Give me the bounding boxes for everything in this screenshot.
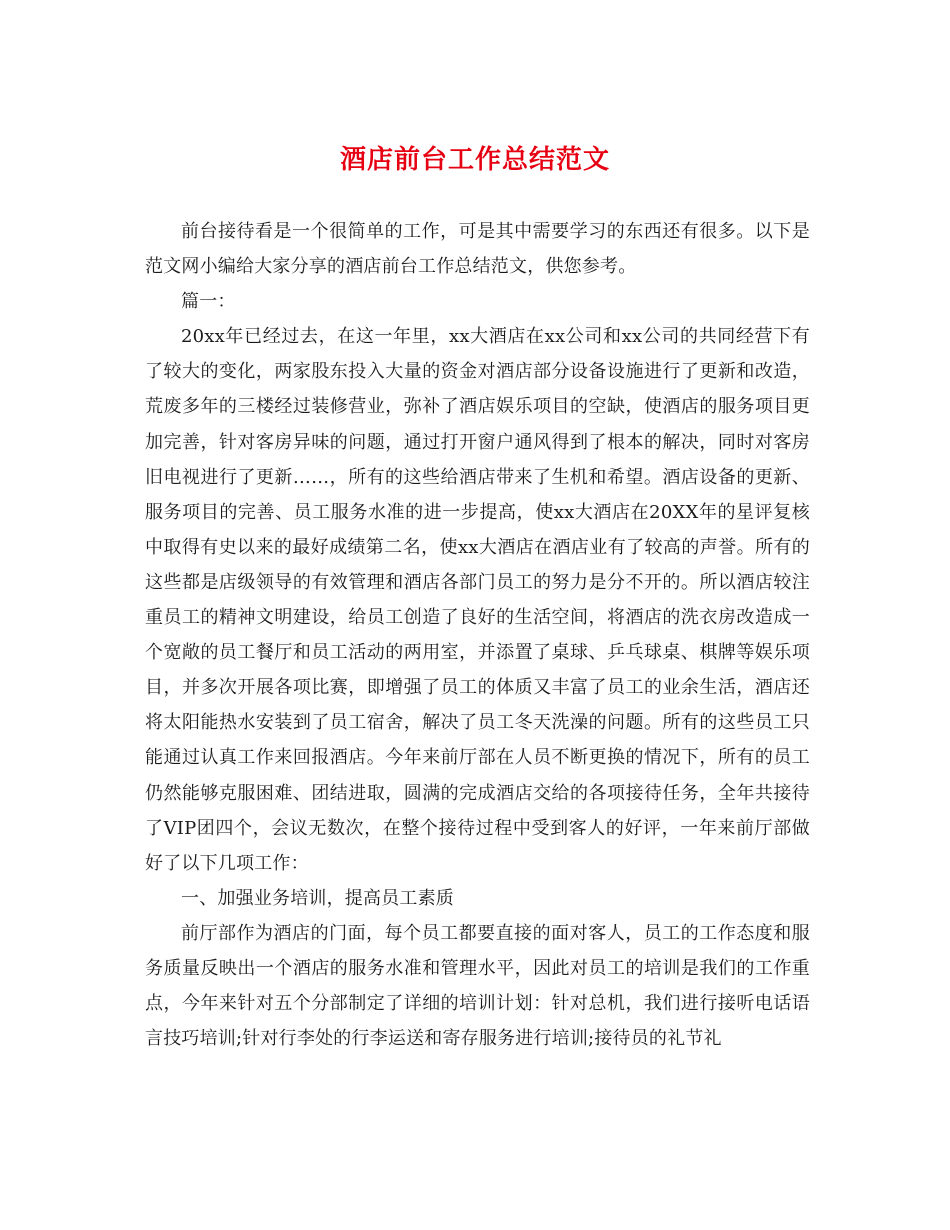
body-paragraph: 前厅部作为酒店的门面，每个员工都要直接的面对客人，员工的工作态度和服务质量反映出一个酒店的服务水准和管理水平，因此对员工的培训是我们的工作重点，今年来针对五个分部制定了详细的培训计划：针对总机，我们进行接听电话语言技巧培训;针对行李处的行李运送和寄存服务进行培训;接待员的礼节礼: [145, 922, 810, 1050]
intro-paragraph: 前台接待看是一个很简单的工作，可是其中需要学习的东西还有很多。以下是范文网小编给大家分享的酒店前台工作总结范文，供您参考。: [145, 221, 810, 278]
section-label: 篇一：: [181, 291, 236, 313]
section-heading: 一、加强业务培训，提高员工素质: [181, 887, 454, 909]
document-body: [145, 214, 810, 1056]
document-title: 酒店前台工作总结范文: [339, 145, 610, 175]
body-paragraph: 20xx年已经过去，在这一年里，xx大酒店在xx公司和xx公司的共同经营下有了较大的变化，两家股东投入大量的资金对酒店部分设备设施进行了更新和改造，荒废多年的三楼经过装修营业，弥补了酒店娱乐项目的空缺，使酒店的服务项目更加完善，针对客房异味的问题，通过打开窗户通风得到了根本的解决，同时对客房旧电视进行了更新……，所有的这些给酒店带来了生机和希望。酒店设备的更新、服务项目的完善、员工服务水准的进一步提高，使xx大酒店在20XX年的星评复核中取得有史以来的最好成绩第二名，使xx大酒店在酒店业有了较高的声誉。所有的这些都是店级领导的有效管理和酒店各部门员工的努力是分不开的。所以酒店较注重员工的精神文明建设，给员工创造了良好的生活空间，将酒店的洗衣房改造成一个宽敞的员工餐厅和员工活动的两用室，并添置了桌球、乒乓球桌、棋牌等娱乐项目，并多次开展各项比赛，即增强了员工的体质又丰富了员工的业余生活，酒店还将太阳能热水安装到了员工宿舍，解决了员工冬天洗澡的问题。所有的这些员工只能通过认真工作来回报酒店。今年来前厅部在人员不断更换的情况下，所有的员工仍然能够克服困难、团结进取，圆满的完成酒店交给的各项接待任务，全年共接待了VIP团四个，会议无数次，在整个接待过程中受到客人的好评，一年来前厅部做好了以下几项工作：: [145, 326, 810, 874]
